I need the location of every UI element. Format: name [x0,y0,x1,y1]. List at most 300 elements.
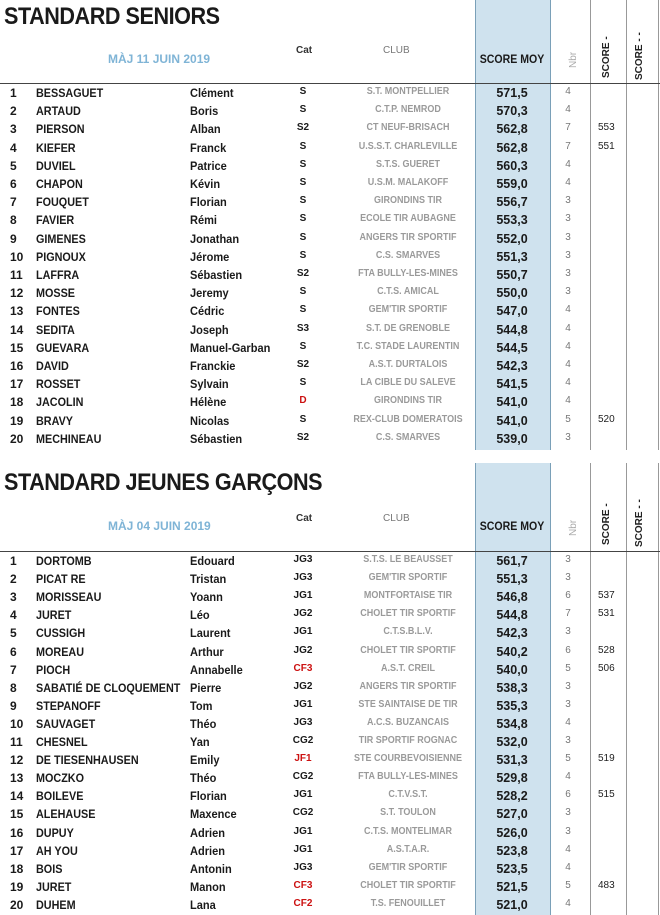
rank-cell: 10 [10,716,24,731]
first-name-cell: Joseph [190,322,229,337]
last-name-cell: STEPANOFF [36,698,101,713]
category-cell: CG2 [292,735,314,746]
first-name-cell: Léo [190,608,210,623]
header-cat: Cat [296,513,313,524]
rank-cell: 14 [10,322,24,337]
score-minus-cell: 553 [598,122,615,134]
club-cell: S.T. MONTPELLIER [366,86,450,97]
table-row [0,805,660,823]
score-cell: 532,0 [496,735,528,749]
rank-cell: 10 [10,249,24,264]
count-cell: 5 [565,413,571,425]
table-row [0,860,660,878]
last-name-cell: DAVID [36,359,69,373]
count-cell: 7 [565,608,571,620]
club-cell: ANGERS TIR SPORTIF [359,680,457,692]
category-cell: S [299,231,307,243]
category-cell: JG2 [293,644,313,656]
table-row [0,588,660,606]
rank-cell: 6 [10,644,17,659]
count-cell: 5 [565,879,571,891]
last-name-cell: MOCZKO [36,771,84,786]
first-name-cell: Franckie [190,359,236,373]
category-cell: CG2 [292,771,314,783]
last-name-cell: MORISSEAU [36,590,102,605]
first-name-cell: Tom [190,698,213,713]
rank-cell: 11 [10,268,23,282]
last-name-cell: ALEHAUSE [36,807,96,822]
count-cell: 5 [565,753,571,765]
table-row [0,824,660,842]
count-cell: 3 [565,698,571,710]
first-name-cell: Florian [190,789,227,804]
table-row [0,102,660,120]
score-cell: 526,0 [496,825,528,840]
section-seniors [0,0,660,450]
last-name-cell: SAUVAGET [36,716,96,731]
category-cell: CG2 [292,807,314,819]
score-cell: 562,8 [496,140,528,155]
rank-cell: 17 [10,843,24,858]
club-cell: A.S.T. DURTALOIS [368,359,448,370]
table-row [0,84,660,102]
table-row [0,552,660,570]
score-cell: 523,5 [496,861,528,876]
first-name-cell: Alban [190,122,221,137]
club-cell: GEM'TIR SPORTIF [368,861,448,873]
category-cell: JG1 [293,626,313,638]
count-cell: 3 [565,572,571,584]
score-cell: 541,0 [496,413,528,428]
last-name-cell: DUVIEL [36,158,76,173]
first-name-cell: Patrice [190,158,227,173]
header-score-minus-minus: SCORE - - [634,499,645,547]
header-nbr: Nbr [568,519,579,536]
count-cell: 3 [565,626,571,638]
category-cell: JG1 [293,843,313,855]
table-row [0,266,660,284]
rank-cell: 1 [10,86,17,100]
last-name-cell: FAVIER [36,213,75,228]
club-cell: T.C. STADE LAURENTIN [356,340,460,352]
club-cell: U.S.M. MALAKOFF [367,177,449,188]
category-cell: JG3 [293,554,313,565]
table-row [0,733,660,751]
rank-cell: 14 [10,789,24,804]
count-cell: 4 [565,86,571,97]
club-cell: GIRONDINS TIR [373,395,443,407]
category-cell: S [299,213,307,225]
score-cell: 528,2 [496,789,528,804]
club-cell: FTA BULLY-LES-MINES [358,771,458,783]
count-cell: 4 [565,304,571,316]
table-row [0,248,660,266]
rank-cell: 15 [10,340,24,355]
rank-cell: 9 [10,698,17,713]
score-minus-cell: 528 [598,644,615,656]
last-name-cell: CUSSIGH [36,626,86,641]
first-name-cell: Théo [190,771,217,786]
rank-cell: 7 [10,195,17,210]
table-row [0,157,660,175]
count-cell: 3 [565,231,571,243]
club-cell: CHOLET TIR SPORTIF [360,879,456,891]
score-cell: 541,5 [496,377,528,392]
last-name-cell: PIERSON [36,122,85,137]
table-row [0,606,660,624]
first-name-cell: Manuel-Garban [190,340,271,355]
first-name-cell: Annabelle [190,662,243,677]
table-row [0,697,660,715]
header-score-minus: SCORE - [601,503,612,545]
table-row [0,878,660,896]
last-name-cell: CHAPON [36,177,83,191]
count-cell: 3 [565,554,571,565]
first-name-cell: Sylvain [190,377,229,392]
rank-cell: 7 [10,662,17,677]
count-cell: 4 [565,716,571,728]
first-name-cell: Laurent [190,626,231,641]
score-cell: 527,0 [496,807,528,822]
category-cell: S [299,195,307,207]
last-name-cell: LAFFRA [36,268,80,282]
rank-cell: 15 [10,807,24,822]
last-name-cell: CHESNEL [36,735,88,749]
header-score: SCORE MOY [479,52,545,66]
first-name-cell: Cédric [190,304,225,319]
table-row [0,375,660,393]
club-cell: REX-CLUB DOMERATOIS [353,413,463,425]
table-row [0,769,660,787]
last-name-cell: KIEFER [36,140,76,155]
first-name-cell: Lana [190,897,216,912]
category-cell: S [299,104,307,116]
category-cell: S2 [296,268,310,279]
first-name-cell: Rémi [190,213,217,228]
rank-cell: 4 [10,608,17,623]
first-name-cell: Yan [190,735,210,749]
club-cell: ANGERS TIR SPORTIF [359,231,457,243]
count-cell: 3 [565,213,571,225]
club-cell: C.T.S.B.L.V. [383,626,433,638]
category-cell: JG3 [293,572,313,584]
first-name-cell: Edouard [190,554,235,568]
club-cell: S.T.S. GUERET [375,158,441,170]
last-name-cell: GUEVARA [36,340,90,355]
count-cell: 4 [565,104,571,116]
score-cell: 551,3 [496,249,528,264]
score-cell: 550,0 [496,286,528,301]
table-row [0,302,660,320]
rank-cell: 17 [10,377,24,392]
first-name-cell: Théo [190,716,217,731]
last-name-cell: JURET [36,879,72,894]
score-minus-cell: 483 [598,879,615,891]
last-name-cell: PIOCH [36,662,71,677]
rank-cell: 8 [10,213,17,228]
last-name-cell: FOUQUET [36,195,89,210]
rank-cell: 5 [10,158,17,173]
club-cell: C.S. SMARVES [375,249,441,261]
count-cell: 4 [565,359,571,370]
table-row [0,787,660,805]
club-cell: A.S.T. CREIL [380,662,435,674]
rank-cell: 13 [10,304,24,319]
header-club: CLUB [383,513,410,524]
header-score: SCORE MOY [479,519,545,533]
category-cell: JG2 [293,608,313,620]
count-cell: 6 [565,590,571,602]
table-row [0,643,660,661]
category-cell: S [299,413,307,425]
section-jeunes-garcons [0,463,660,915]
count-cell: 3 [565,807,571,819]
count-cell: 4 [565,771,571,783]
rank-cell: 1 [10,554,17,568]
rank-cell: 12 [10,753,24,768]
table-row [0,175,660,193]
score-cell: 521,0 [496,897,528,912]
table-row [0,393,660,411]
first-name-cell: Adrien [190,843,225,858]
first-name-cell: Jérome [190,249,230,264]
table-row [0,193,660,211]
score-cell: 546,8 [496,590,528,605]
score-cell: 540,0 [496,662,528,677]
first-name-cell: Boris [190,104,219,119]
score-cell: 552,0 [496,231,528,246]
rank-cell: 12 [10,286,24,301]
club-cell: C.S. SMARVES [375,431,441,443]
count-cell: 3 [565,195,571,207]
category-cell: JG3 [293,716,313,728]
club-cell: FTA BULLY-LES-MINES [358,268,458,279]
count-cell: 6 [565,789,571,801]
header-club: CLUB [383,45,410,56]
first-name-cell: Sébastien [190,268,243,282]
score-cell: 535,3 [496,698,528,713]
score-cell: 521,5 [496,879,528,894]
first-name-cell: Antonin [190,861,232,876]
score-minus-cell: 515 [598,789,615,801]
score-cell: 538,3 [496,680,528,695]
table-row [0,120,660,138]
table-row [0,211,660,229]
table-row [0,139,660,157]
score-minus-cell: 506 [598,662,615,674]
category-cell: JG2 [293,680,313,692]
count-cell: 3 [565,431,571,443]
first-name-cell: Clément [190,86,234,100]
score-cell: 553,3 [496,213,528,228]
table-row [0,624,660,642]
first-name-cell: Nicolas [190,413,230,428]
last-name-cell: SABATIÉ DE CLOQUEMENT [36,680,181,695]
count-cell: 6 [565,644,571,656]
category-cell: CF3 [293,662,313,674]
category-cell: S2 [296,431,310,443]
score-cell: 540,2 [496,644,528,659]
score-cell: 542,3 [496,626,528,641]
last-name-cell: AH YOU [36,843,78,858]
category-cell: JG1 [293,590,313,602]
last-name-cell: BRAVY [36,413,74,428]
table-row [0,230,660,248]
category-cell: JF1 [294,753,312,765]
club-cell: C.T.P. NEMROD [375,104,441,116]
category-cell: CF2 [293,897,313,909]
score-minus-cell: 551 [598,140,615,152]
count-cell: 4 [565,158,571,170]
rank-cell: 2 [10,104,17,119]
table-row [0,661,660,679]
score-cell: 523,8 [496,843,528,858]
last-name-cell: SEDITA [36,322,75,337]
section-title: STANDARD JEUNES GARÇONS [4,469,323,496]
club-cell: T.S. FENOUILLET [370,897,446,909]
category-cell: S [299,177,307,188]
club-cell: TIR SPORTIF ROGNAC [358,735,458,746]
rank-cell: 19 [10,413,24,428]
score-cell: 550,7 [496,268,528,282]
table-row [0,412,660,430]
first-name-cell: Arthur [190,644,224,659]
first-name-cell: Manon [190,879,226,894]
score-cell: 560,3 [496,158,528,173]
last-name-cell: DE TIESENHAUSEN [36,753,139,768]
rank-cell: 16 [10,825,24,840]
count-cell: 4 [565,177,571,188]
last-name-cell: PICAT RE [36,572,86,587]
count-cell: 7 [565,122,571,134]
first-name-cell: Maxence [190,807,237,822]
rank-cell: 20 [10,897,24,912]
first-name-cell: Kévin [190,177,221,191]
score-cell: 544,8 [496,322,528,337]
club-cell: GEM'TIR SPORTIF [368,304,448,316]
count-cell: 3 [565,268,571,279]
count-cell: 3 [565,735,571,746]
rank-cell: 20 [10,431,24,446]
score-cell: 562,8 [496,122,528,137]
rank-cell: 18 [10,395,24,410]
rank-cell: 11 [10,735,23,749]
count-cell: 4 [565,322,571,334]
rank-cell: 4 [10,140,17,155]
rank-cell: 8 [10,680,17,695]
last-name-cell: ROSSET [36,377,81,392]
club-cell: S.T.S. LE BEAUSSET [363,554,453,565]
count-cell: 4 [565,897,571,909]
category-cell: S [299,158,307,170]
score-cell: 534,8 [496,716,528,731]
score-minus-cell: 520 [598,413,615,425]
category-cell: D [299,395,307,407]
score-cell: 539,0 [496,431,528,446]
category-cell: S [299,340,307,352]
table-row [0,430,660,448]
club-cell: CHOLET TIR SPORTIF [360,644,456,656]
last-name-cell: MOSSE [36,286,76,301]
last-name-cell: DUHEM [36,897,76,912]
score-minus-cell: 531 [598,608,615,620]
first-name-cell: Yoann [190,590,223,605]
count-cell: 5 [565,662,571,674]
first-name-cell: Sébastien [190,431,243,446]
rank-cell: 18 [10,861,24,876]
score-cell: 551,3 [496,572,528,587]
first-name-cell: Jeremy [190,286,229,301]
score-cell: 547,0 [496,304,528,319]
score-cell: 559,0 [496,177,528,191]
rank-cell: 16 [10,359,24,373]
rank-cell: 19 [10,879,24,894]
score-cell: 544,5 [496,340,528,355]
header-score-minus: SCORE - [601,36,612,78]
first-name-cell: Tristan [190,572,227,587]
last-name-cell: PIGNOUX [36,249,86,264]
club-cell: STE SAINTAISE DE TIR [358,698,458,710]
club-cell: STE COURBEVOISIENNE [353,753,463,765]
count-cell: 4 [565,340,571,352]
last-name-cell: ARTAUD [36,104,81,119]
club-cell: CT NEUF-BRISACH [366,122,450,134]
count-cell: 3 [565,680,571,692]
rank-cell: 3 [10,590,17,605]
rank-cell: 3 [10,122,17,137]
club-cell: C.T.S. AMICAL [377,286,439,298]
club-cell: A.C.S. BUZANCAIS [366,716,450,728]
category-cell: JG1 [293,825,313,837]
first-name-cell: Emily [190,753,220,768]
update-date: MÀJ 11 JUIN 2019 [108,52,211,66]
category-cell: S [299,86,307,97]
score-cell: 561,7 [496,554,528,568]
club-cell: LA CIBLE DU SALEVE [360,377,456,389]
club-cell: S.T. DE GRENOBLE [365,322,451,334]
club-cell: MONTFORTAISE TIR [363,590,453,602]
count-cell: 3 [565,249,571,261]
last-name-cell: BESSAGUET [36,86,104,100]
header-cat: Cat [296,45,313,56]
category-cell: S [299,377,307,389]
category-cell: JG3 [293,861,313,873]
last-name-cell: DUPUY [36,825,74,840]
club-cell: GIRONDINS TIR [373,195,443,207]
rank-cell: 2 [10,572,17,587]
table-row [0,679,660,697]
first-name-cell: Hélène [190,395,227,410]
count-cell: 3 [565,286,571,298]
category-cell: CF3 [293,879,313,891]
category-cell: S2 [296,359,310,370]
first-name-cell: Florian [190,195,227,210]
rank-cell: 6 [10,177,17,191]
first-name-cell: Adrien [190,825,225,840]
club-cell: C.T.V.S.T. [388,789,428,801]
count-cell: 4 [565,843,571,855]
count-cell: 3 [565,825,571,837]
score-cell: 570,3 [496,104,528,119]
score-cell: 542,3 [496,359,528,373]
first-name-cell: Pierre [190,680,222,695]
count-cell: 7 [565,140,571,152]
score-cell: 541,0 [496,395,528,410]
category-cell: S3 [296,322,310,334]
club-cell: U.S.S.T. CHARLEVILLE [358,140,458,152]
table-row [0,357,660,375]
table-row [0,715,660,733]
